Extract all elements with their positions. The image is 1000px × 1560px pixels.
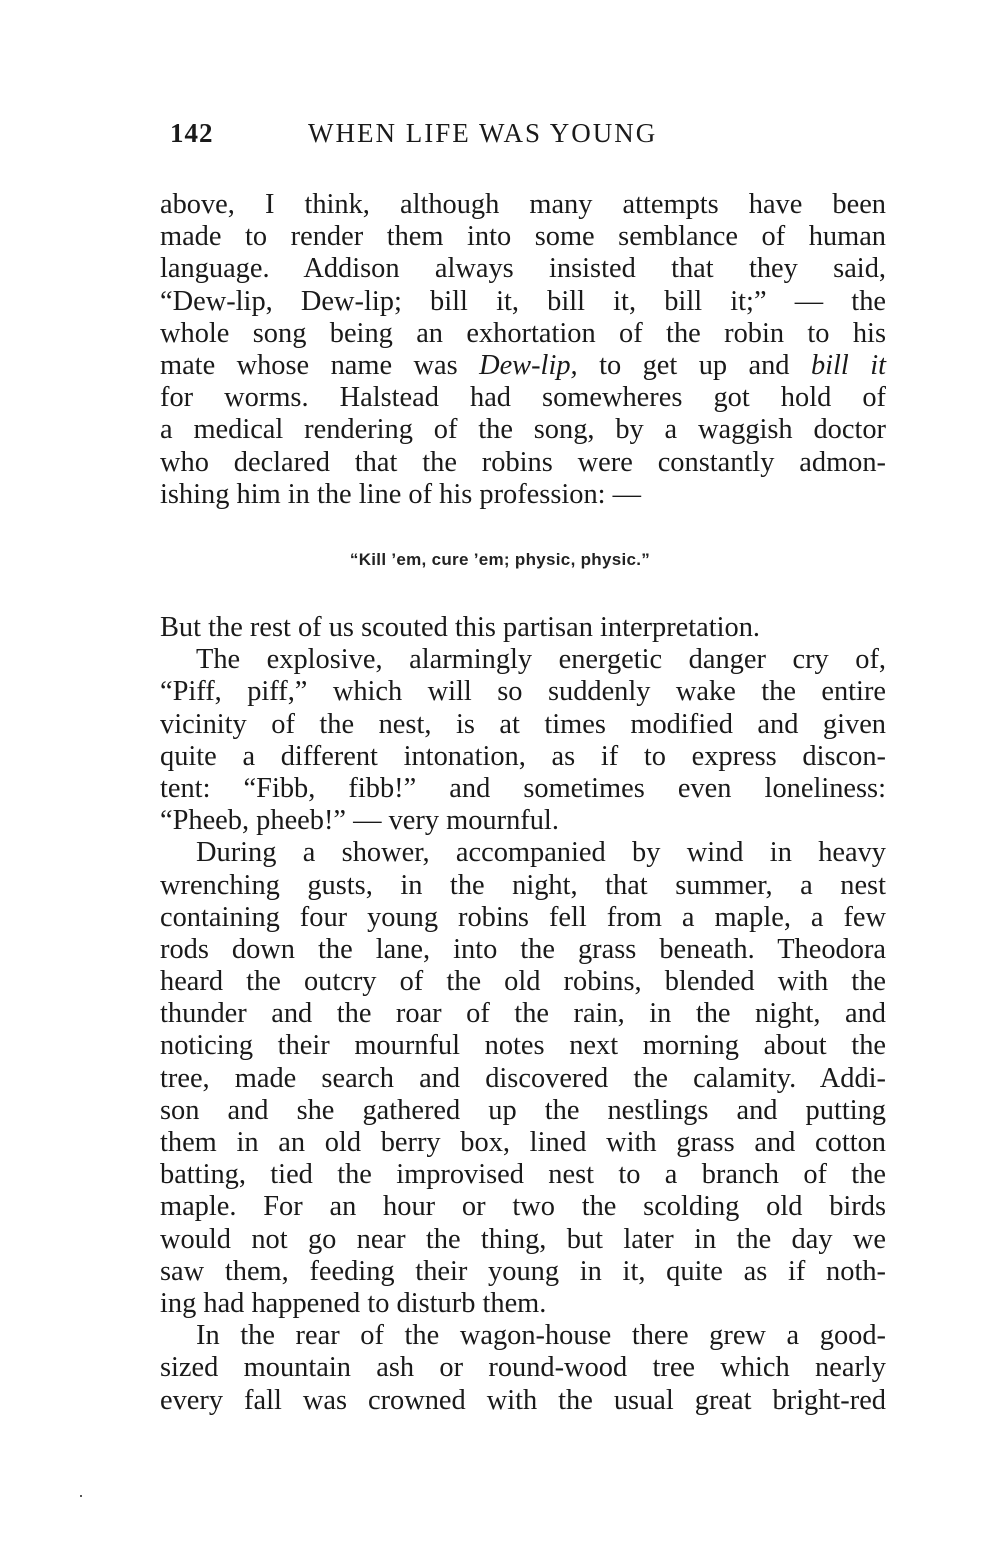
text-line: heard the outcry of the old robins, blended with the <box>160 966 886 998</box>
text-line: tree, made search and discovered the calamity. Addi- <box>160 1062 886 1094</box>
text-line-with-italics <box>160 350 886 382</box>
text-line: rods down the lane, into the grass beneath. Theodora <box>160 933 886 965</box>
text-line: who declared that the robins were constantly admon- <box>160 446 886 478</box>
text-line: ing had happened to disturb them. <box>160 1287 547 1319</box>
verse-quote: “Kill ’em, cure ’em; physic, physic.” <box>349 550 651 569</box>
text-line: tent: “Fibb, fibb!” and sometimes even loneliness: <box>160 772 886 804</box>
running-title: WHEN LIFE WAS YOUNG <box>308 118 658 148</box>
text-line: vicinity of the nest, is at times modified and given <box>160 708 886 740</box>
text-line: would not go near the thing, but later in the day we <box>160 1223 886 1255</box>
text-line: “Pheeb, pheeb!” — very mournful. <box>160 805 559 837</box>
text-line: saw them, feeding their young in it, quite as if noth- <box>160 1255 886 1287</box>
text-line: every fall was crowned with the usual great bright-red <box>160 1384 886 1416</box>
paragraph-2 <box>160 612 886 644</box>
page-number: 142 <box>170 118 214 148</box>
text-line: containing four young robins fell from a maple, a few <box>160 901 886 933</box>
italic-dew-lip: Dew-lip, <box>479 349 578 381</box>
text-line: But the rest of us scouted this partisan interpretation. <box>160 612 761 643</box>
text-line: wrenching gusts, in the night, that summer, a nest <box>160 869 886 901</box>
running-head <box>170 118 790 158</box>
text-line: “Piff, piff,” which will so suddenly wake the entire <box>160 676 886 708</box>
text-line: “Dew-lip, Dew-lip; bill it, bill it, bill it;” — the <box>160 285 886 317</box>
text-line: for worms. Halstead had somewheres got hold of <box>160 382 886 414</box>
text-line: maple. For an hour or two the scolding old birds <box>160 1191 886 1223</box>
text-line: son and she gathered up the nestlings and putting <box>160 1094 886 1126</box>
italic-bill-it: bill it <box>810 349 886 381</box>
text-line: quite a different intonation, as if to express discon- <box>160 740 886 772</box>
text-line: whole song being an exhortation of the robin to his <box>160 317 886 349</box>
text-line: sized mountain ash or round-wood tree which nearly <box>160 1352 886 1384</box>
paragraph-1 <box>160 189 886 511</box>
text-line: The explosive, alarmingly energetic danger cry of, <box>196 644 886 676</box>
text-run: to get up and <box>577 349 811 381</box>
text-line: During a shower, accompanied by wind in heavy <box>196 837 886 869</box>
text-line: above, I think, although many attempts have been <box>160 189 886 220</box>
text-line: thunder and the roar of the rain, in the night, and <box>160 998 886 1030</box>
text-line: ishing him in the line of his profession: — <box>160 478 642 510</box>
text-line: batting, tied the improvised nest to a branch of the <box>160 1159 886 1191</box>
text-line: noticing their mournful notes next morning about the <box>160 1030 886 1062</box>
paragraph-4 <box>160 837 886 1320</box>
paragraph-5 <box>160 1320 886 1417</box>
text-line: language. Addison always insisted that they said, <box>160 253 886 285</box>
paragraph-3 <box>160 644 886 837</box>
text-line: made to render them into some semblance of human <box>160 221 886 253</box>
text-line: a medical rendering of the song, by a waggish doctor <box>160 414 886 446</box>
text-line: them in an old berry box, lined with grass and cotton <box>160 1127 886 1158</box>
text-run: mate whose name was <box>160 349 480 381</box>
text-line: In the rear of the wagon-house there grew a good- <box>196 1320 886 1352</box>
body-continued <box>160 612 886 1417</box>
specks-mark <box>80 1495 82 1497</box>
